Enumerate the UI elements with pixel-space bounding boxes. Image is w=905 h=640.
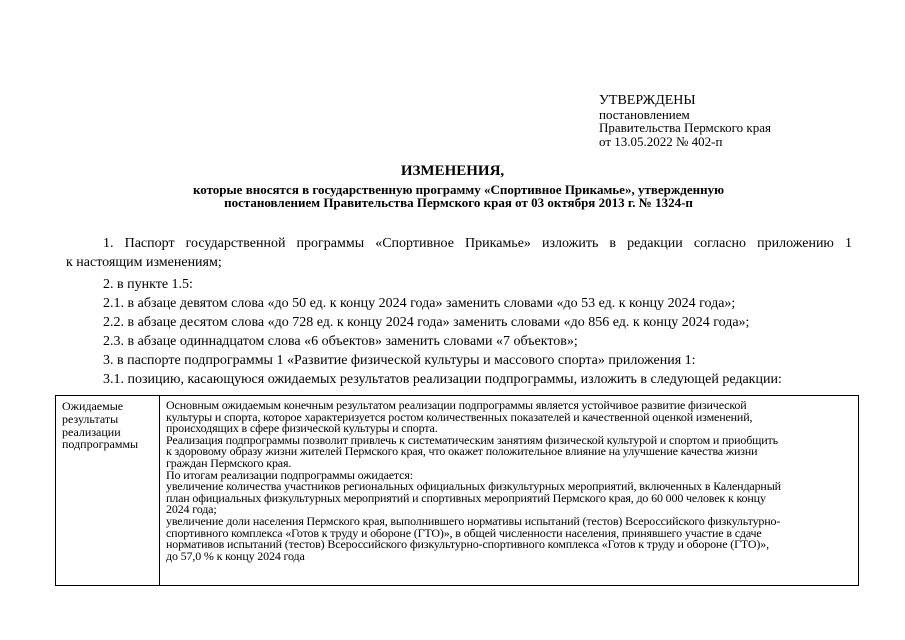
content-line: нормативов испытаний (тестов) Всероссийского физкультурно-спортивного комплекса «Готов к труду и обороне (ГТО)», xyxy=(166,537,769,552)
approval-line-1: постановлением xyxy=(599,106,690,122)
document-subtitle-line-1: которые вносятся в государственную программу «Спортивное Прикамье», утвержденную xyxy=(192,182,725,197)
content-line: спортивного комплекса «Готов к труду и обороне (ГТО)», в общей численности населения, принявшего участие в сдаче xyxy=(166,525,762,540)
paragraph-3: 3. в паспорте подпрограммы 1 «Развитие физической культуры и массового спорта» приложения 1: xyxy=(103,353,696,368)
content-line: Реализация подпрограммы позволит привлечь к систематическим занятиям физической культурой и спортом и приобщить xyxy=(166,432,778,447)
content-line: По итогам реализации подпрограммы ожидается: xyxy=(166,467,413,482)
content-line: увеличение доли населения Пермского края, выполнившего нормативы испытаний (тестов) Всероссийского физкультурно- xyxy=(166,513,781,528)
results-table-content-cell xyxy=(160,396,858,585)
label-line: Ожидаемые xyxy=(62,399,124,413)
paragraph-2: 2. в пункте 1.5: xyxy=(103,277,193,292)
paragraph-2-1: 2.1. в абзаце девятом слова «до 50 ед. к концу 2024 года» заменить словами «до 53 ед. к концу 2024 года»; xyxy=(103,296,736,311)
content-line: увеличение количества участников региональных официальных физкультурных мероприятий, включенных в Календарный xyxy=(166,479,781,494)
paragraph-1-line-2: к настоящим изменениям; xyxy=(66,255,222,270)
content-line: культуры и спорта, которое характеризуется ростом количественных показателей и качественной оценкой изменений, xyxy=(166,409,753,424)
paragraph-3-1: 3.1. позицию, касающуюся ожидаемых результатов реализации подпрограммы, изложить в следующей редакции: xyxy=(103,372,782,387)
content-line: граждан Пермского края. xyxy=(166,455,292,470)
paragraph-1-line-1: 1. Паспорт государственной программы «Спортивное Прикамье» изложить в редакции согласно приложению 1 xyxy=(103,236,852,251)
paragraph-2-3: 2.3. в абзаце одиннадцатом слова «6 объектов» заменить словами «7 объектов»; xyxy=(103,334,578,349)
paragraph-2-2: 2.2. в абзаце десятом слова «до 728 ед. к концу 2024 года» заменить словами «до 856 ед. к концу 2024 года»; xyxy=(103,315,750,330)
label-line: результаты xyxy=(62,411,119,426)
approval-stamp xyxy=(599,94,771,148)
paragraph-1 xyxy=(66,234,852,272)
content-line: 2024 года; xyxy=(166,502,217,517)
document-subtitle-line-2: постановлением Правительства Пермского края от 03 октября 2013 г. № 1324-п xyxy=(224,195,693,210)
document-title: ИЗМЕНЕНИЯ, xyxy=(400,163,505,179)
content-line: к здоровому образу жизни жителей Пермского края, что окажет положительное влияние на улучшение качества жизни xyxy=(166,444,758,459)
results-table-label-cell xyxy=(56,396,160,585)
content-line: до 57,0 % к концу 2024 года xyxy=(166,548,305,563)
results-table xyxy=(55,395,859,586)
approval-line-2: Правительства Пермского края xyxy=(599,120,771,135)
content-line: происходящих в сфере физической культуры и спорта. xyxy=(166,421,438,436)
label-line: реализации xyxy=(62,424,121,439)
content-line: Основным ожидаемым конечным результатом реализации подпрограммы является устойчивое развитие физической xyxy=(166,398,747,412)
approval-line-3: от 13.05.2022 № 402-п xyxy=(599,133,723,149)
approval-heading: УТВЕРЖДЕНЫ xyxy=(599,93,696,108)
content-line: план официальных физкультурных мероприятий и спортивных мероприятий Пермского края, до 60 000 человек к концу xyxy=(166,490,766,505)
label-line: подпрограммы xyxy=(62,437,139,452)
